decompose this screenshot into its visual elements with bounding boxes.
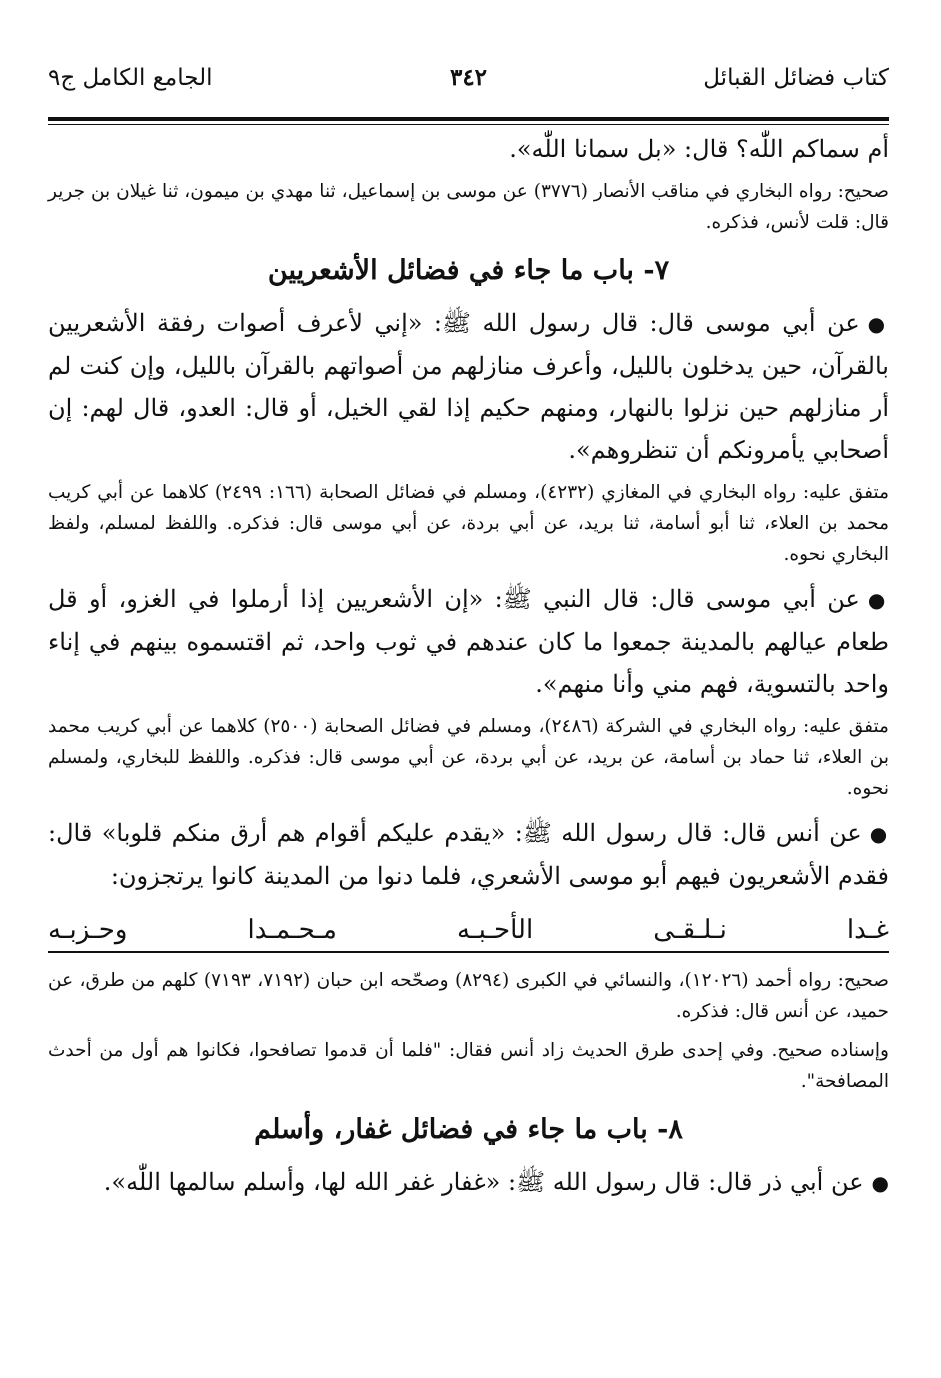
bullet-icon: ●	[867, 312, 889, 336]
hadith-body: عن أبي موسى قال: قال رسول الله ﷺ: «إني لأعرف أصوات رفقة الأشعريين بالقرآن، حين يدخلون بالليل، وأعرف منازلهم من أصواتهم بالقرآن بالليل، وإن كنت لم أر منازلهم حين نزلوا بالنهار، ومنهم حكيم إذا لقي الخيل، أو قال: العدو، قال لهم: إن أصحابي يأمرونكم أن تنظروهم».	[48, 309, 889, 464]
hadith-note: صحيح: رواه أحمد (١٢٠٢٦)، والنسائي في الكبرى (٨٢٩٤) وصحّحه ابن حبان (٧١٩٢، ٧١٩٣) كلهم من طرق، عن حميد، عن أنس قال: فذكره.	[48, 970, 889, 1022]
chapter-heading: ٨- باب ما جاء في فضائل غفار، وأسلم	[254, 1114, 683, 1145]
hadith-body: عن أبي ذر قال: قال رسول الله ﷺ: «غفار غفر الله لها، وأسلم سالمها اللّٰه».	[103, 1168, 864, 1196]
page-header	[48, 58, 889, 112]
header-book-title: كتاب فضائل القبائل	[703, 65, 889, 91]
hadith-text	[48, 302, 889, 471]
page-number: ٣٤٢	[449, 64, 488, 91]
hadith-body: عن أبي موسى قال: قال النبي ﷺ: «إن الأشعريين إذا أرملوا في الغزو، أو قل طعام عيالهم بالمدينة جمعوا ما كان عندهم في ثوب واحد، ثم اقتسموه بينهم في إناء واحد بالتسوية، فهم مني وأنا منهم».	[48, 585, 889, 698]
bullet-icon: ●	[871, 1171, 889, 1195]
hadith-text: أم سماكم اللّٰه؟ قال: «بل سمانا اللّٰه».	[509, 135, 889, 163]
hadith-text	[48, 812, 889, 897]
header-rule-thin	[48, 124, 889, 125]
poem-rule	[48, 951, 889, 953]
hadith-note: صحيح: رواه البخاري في مناقب الأنصار (٣٧٧٦) عن موسى بن إسماعيل، ثنا مهدي بن ميمون، ثنا غيلان بن جرير قال: قلت لأنس، فذكره.	[48, 181, 889, 233]
poem-line: غـدا نـلـقـى الأحـبـه مـحـمـدا وحـزبـه	[48, 915, 889, 945]
poem-verse	[48, 911, 889, 953]
header-volume-title: الجامع الكامل ج٩	[48, 65, 213, 91]
bullet-icon: ●	[869, 822, 890, 846]
chapter-heading: ٧- باب ما جاء في فضائل الأشعريين	[267, 255, 670, 286]
hadith-note: وإسناده صحيح. وفي إحدى طرق الحديث زاد أنس فقال: "فلما أن قدموا تصافحوا، فكانوا هم أول من أحدث المصافحة".	[48, 1040, 889, 1092]
hadith-text	[48, 578, 889, 705]
bullet-icon: ●	[867, 588, 890, 612]
hadith-text	[48, 1161, 889, 1204]
hadith-note: متفق عليه: رواه البخاري في الشركة (٢٤٨٦)، ومسلم في فضائل الصحابة (٢٥٠٠) كلاهما عن أبي كريب محمد بن العلاء، ثنا حماد بن أسامة، عن بريد، عن أبي بردة، عن أبي موسى قال: فذكره. واللفظ للبخاري، ولمسلم نحوه.	[48, 716, 889, 799]
header-rule-thick	[48, 117, 889, 121]
hadith-body: عن أنس قال: قال رسول الله ﷺ: «يقدم عليكم أقوام هم أرق منكم قلوبا» قال: فقدم الأشعريون فيهم أبو موسى الأشعري، فلما دنوا من المدينة كانوا يرتجزون:	[48, 819, 889, 890]
hadith-note: متفق عليه: رواه البخاري في المغازي (٤٢٣٢)، ومسلم في فضائل الصحابة (١٦٦: ٢٤٩٩) كلاهما عن أبي كريب محمد بن العلاء، ثنا أبو أسامة، ثنا بريد، عن أبي بردة، عن أبي موسى قال: فذكره. واللفظ لمسلم، ولفظ البخاري نحوه.	[48, 482, 889, 565]
page-body	[48, 128, 889, 1204]
